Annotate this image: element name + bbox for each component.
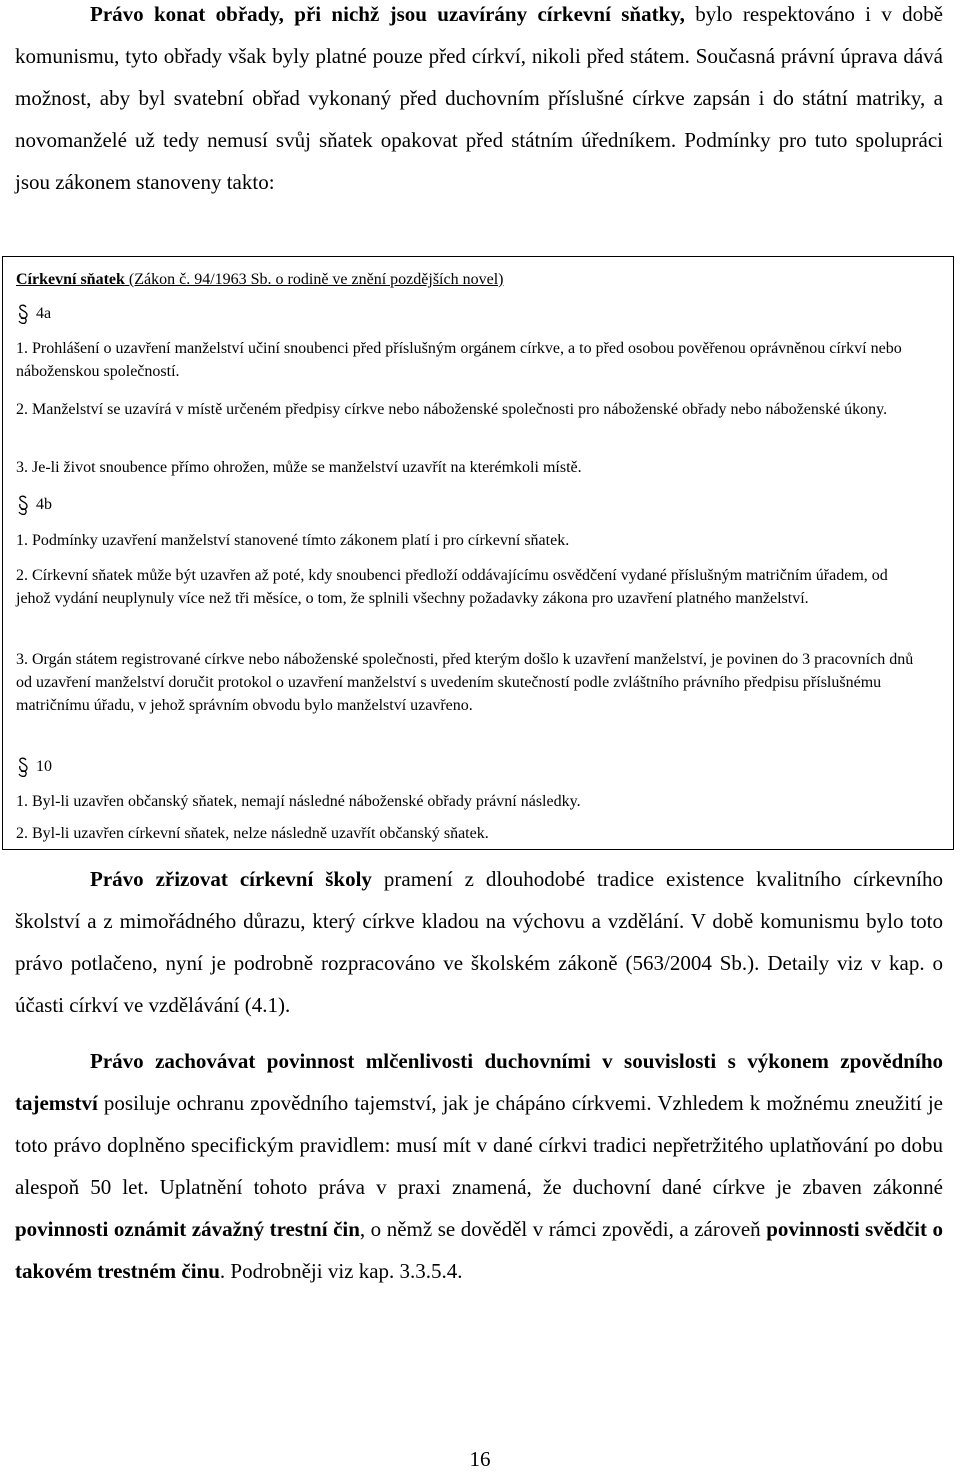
paragraph-text: , o němž se dověděl v rámci zpovědi, a zároveň	[359, 1217, 767, 1241]
article-4a-1: 1. Prohlášení o uzavření manželství učiní snoubenci před příslušným orgánem církve, a to před osobou pověřenou oprávněnou církví nebo náboženskou společností.	[16, 340, 902, 380]
article-4a-3: 3. Je-li život snoubence přímo ohrožen, může se manželství uzavřít na kterémkoli místě.	[16, 459, 582, 476]
article-10-2: 2. Byl-li uzavřen církevní sňatek, nelze následně uzavřít občanský sňatek.	[16, 825, 489, 842]
section-sign-icon	[16, 304, 30, 324]
section-10	[16, 755, 916, 778]
bold-phrase: povinnosti svědčit o takovém trestném činu	[15, 1217, 943, 1283]
section-number: 4b	[36, 496, 52, 513]
box-title-source: (Zákon č. 94/1963 Sb. o rodině ve znění pozdějších novel)	[124, 271, 504, 288]
paragraph-confession-secrecy	[15, 1040, 943, 1292]
paragraph-text: pramení z dlouhodobé tradice existence kvalitního církevního školství a z mimořádného důrazu, který církve kladou na výchovu a vzdělání. V době komunismu bylo toto právo potlačeno, nyní je podrobně rozpracováno ve školském zákoně (563/2004 Sb.). Detaily viz v kap. o účasti církví ve vzdělávání (4.1).	[15, 867, 943, 1017]
section-4b	[16, 493, 916, 516]
article-4a-2: 2. Manželství se uzavírá v místě určeném předpisy církve nebo náboženské společnosti pro náboženské obřady nebo náboženské úkony.	[16, 401, 888, 418]
paragraph-text: posiluje ochranu zpovědního tajemství, jak je chápáno církvemi. Vzhledem k možnému zneužití je toto právo doplněno specifickým pravidlem: musí mít v dané církvi tradici nepřetržitého uplatňování po dobu alespoň 50 let. Uplatnění tohoto práva v praxi znamená, že duchovní dané církve je zbaven zákonné	[15, 1091, 943, 1199]
section-number: 10	[36, 758, 52, 775]
paragraph-text: bylo respektováno i v době komunismu, tyto obřady však byly platné pouze před církví, nikoli před státem. Současná právní úprava dává možnost, aby byl svatební obřad vykonaný před duchovním příslušné církve zapsán i do státní matriky, a novomanželé už tedy nemusí svůj sňatek opakovat před státním úředníkem. Podmínky pro tuto spolupráci jsou zákonem stanoveny takto:	[15, 2, 944, 194]
bold-lead: Právo zachovávat povinnost mlčenlivosti duchovními v souvislosti s výkonem zpovědního tajemství	[15, 1049, 943, 1115]
article-4b-1: 1. Podmínky uzavření manželství stanovené tímto zákonem platí i pro církevní sňatek.	[16, 532, 570, 549]
paragraph-church-weddings	[15, 0, 943, 203]
section-4a	[16, 302, 916, 325]
section-sign-icon	[16, 757, 30, 777]
article-4b-3: 3. Orgán státem registrované církve nebo náboženské společnosti, před kterým došlo k uzavření manželství, je povinen do 3 pracovních dnů od uzavření manželství doručit protokol o uzavření manželství s uvedením skutečností podle zvláštního právního předpisu příslušnému matričnímu úřadu, v jehož správním obvodu bylo manželství uzavřeno.	[16, 651, 914, 714]
law-excerpt-box	[2, 256, 954, 850]
page-number: 16	[469, 1447, 491, 1471]
bold-phrase: povinnosti oznámit závažný trestní čin	[15, 1217, 360, 1241]
article-10-1: 1. Byl-li uzavřen občanský sňatek, nemají následné náboženské obřady právní následky.	[16, 793, 581, 810]
section-sign-icon	[16, 495, 30, 515]
box-title	[16, 268, 916, 291]
section-number: 4a	[36, 305, 52, 322]
article-4b-2: 2. Církevní sňatek může být uzavřen až poté, kdy snoubenci předloží oddávajícímu osvědčení vydané příslušným matričním úřadem, od jehož vydání neuplynuly více než tři měsíce, o tom, že splnili všechny požadavky zákona pro uzavření platného manželství.	[16, 567, 888, 607]
bold-lead: Právo zřizovat církevní školy	[90, 867, 372, 891]
paragraph-church-schools	[15, 858, 943, 1026]
paragraph-text: . Podrobněji viz kap. 3.3.5.4.	[219, 1259, 463, 1283]
bold-lead: Právo konat obřady, při nichž jsou uzavírány církevní sňatky,	[90, 2, 685, 26]
box-title-bold: Církevní sňatek	[16, 271, 125, 288]
